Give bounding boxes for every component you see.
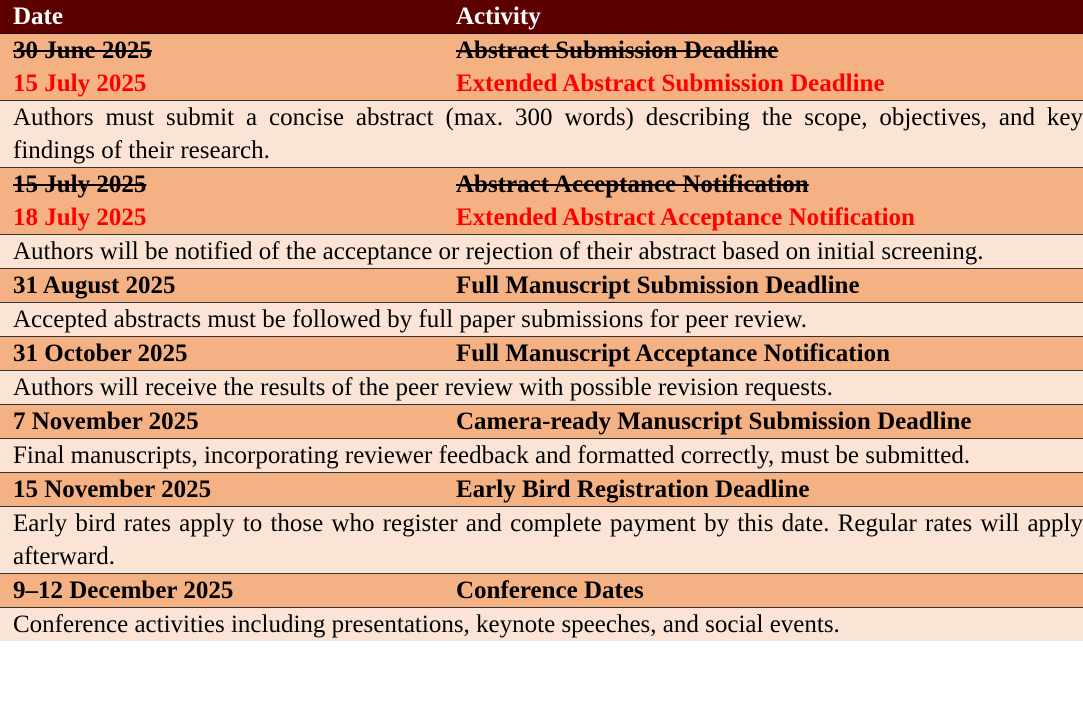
date-cell: 31 August 2025 xyxy=(0,269,443,303)
activity-cell: Full Manuscript Acceptance Notification xyxy=(443,337,1083,371)
new-date: 15 July 2025 xyxy=(13,70,147,97)
activity-cell xyxy=(443,34,1083,101)
description-row xyxy=(0,235,1083,269)
description-row xyxy=(0,507,1083,574)
date-row xyxy=(0,168,1083,235)
date-row xyxy=(0,574,1083,608)
new-date: 18 July 2025 xyxy=(13,204,147,231)
description-row xyxy=(0,303,1083,337)
activity-cell: Full Manuscript Submission Deadline xyxy=(443,269,1083,303)
date-cell: 31 October 2025 xyxy=(0,337,443,371)
description: Authors will be notified of the acceptance or rejection of their abstract based on initial screening. xyxy=(0,235,1083,269)
table-header xyxy=(0,0,1083,34)
date-row xyxy=(0,405,1083,439)
description-row xyxy=(0,608,1083,642)
description: Authors must submit a concise abstract (max. 300 words) describing the scope, objectives, and key findings of their research. xyxy=(0,101,1083,168)
date-row xyxy=(0,473,1083,507)
description: Early bird rates apply to those who register and complete payment by this date. Regular rates will apply afterward. xyxy=(0,507,1083,574)
description-row xyxy=(0,439,1083,473)
date-cell: 9–12 December 2025 xyxy=(0,574,443,608)
header-activity: Activity xyxy=(443,0,1083,34)
old-date: 15 July 2025 xyxy=(13,171,147,198)
description: Final manuscripts, incorporating reviewer feedback and formatted correctly, must be submitted. xyxy=(0,439,1083,473)
date-cell: 7 November 2025 xyxy=(0,405,443,439)
header-date: Date xyxy=(0,0,443,34)
old-activity: Abstract Acceptance Notification xyxy=(456,171,809,198)
description: Conference activities including presentations, keynote speeches, and social events. xyxy=(0,608,1083,642)
activity-cell: Early Bird Registration Deadline xyxy=(443,473,1083,507)
old-date: 30 June 2025 xyxy=(13,37,152,64)
date-cell: 15 November 2025 xyxy=(0,473,443,507)
new-activity: Extended Abstract Submission Deadline xyxy=(456,70,885,97)
date-row xyxy=(0,34,1083,101)
description: Authors will receive the results of the peer review with possible revision requests. xyxy=(0,371,1083,405)
activity-cell xyxy=(443,168,1083,235)
description-row xyxy=(0,371,1083,405)
date-cell xyxy=(0,168,443,235)
activity-cell: Camera-ready Manuscript Submission Deadline xyxy=(443,405,1083,439)
date-row xyxy=(0,269,1083,303)
date-row xyxy=(0,337,1083,371)
description: Accepted abstracts must be followed by full paper submissions for peer review. xyxy=(0,303,1083,337)
description-row xyxy=(0,101,1083,168)
new-activity: Extended Abstract Acceptance Notification xyxy=(456,204,915,231)
old-activity: Abstract Submission Deadline xyxy=(456,37,779,64)
activity-cell: Conference Dates xyxy=(443,574,1083,608)
date-cell xyxy=(0,34,443,101)
